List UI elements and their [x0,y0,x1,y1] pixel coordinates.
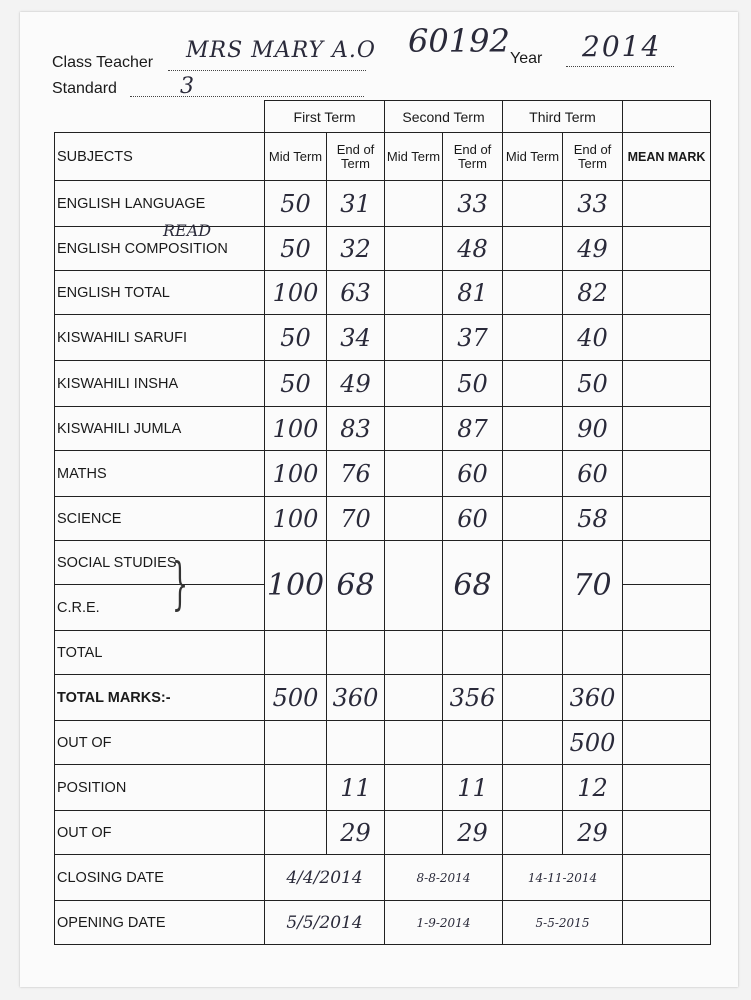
ft-end-mark: 83 [327,407,385,451]
tt-out-of: 29 [563,811,623,855]
st-end-mark: 50 [443,361,503,407]
first-term-header: First Term [265,101,385,133]
total-label: TOTAL [55,631,265,675]
table-row [55,811,711,855]
ft-mid-mark: 100 [265,407,327,451]
subject-name: MATHS [55,451,265,497]
st-end-mark: 60 [443,497,503,541]
table-row [55,721,711,765]
st-end-mark: 33 [443,181,503,227]
subject-name: KISWAHILI SARUFI [55,315,265,361]
table-row [55,271,711,315]
ft-position: 11 [327,765,385,811]
ft-end-mark: 49 [327,361,385,407]
tt-end-mark: 90 [563,407,623,451]
st-opening-date: 1-9-2014 [385,901,503,945]
table-row [55,181,711,227]
class-teacher-value: MRS MARY A.O [186,38,376,63]
ft-end-term-header: End of Term [327,133,385,181]
table-row [55,765,711,811]
ft-end-mark: 63 [327,271,385,315]
tt-end-mark: 60 [563,451,623,497]
tt-opening-date: 5-5-2015 [503,901,623,945]
mean-mark-header: MEAN MARK [623,133,711,181]
ft-end-mark: 68 [327,541,385,631]
ft-mid-mark: 100 [265,451,327,497]
st-end-mark: 37 [443,315,503,361]
tt-mid-term-header: Mid Term [503,133,563,181]
table-row [55,227,711,271]
ft-end-mark: 70 [327,497,385,541]
ft-opening-date: 5/5/2014 [265,901,385,945]
st-end-mark: 60 [443,451,503,497]
third-term-header: Third Term [503,101,623,133]
subject-name: KISWAHILI INSHA [55,361,265,407]
subjects-header: SUBJECTS [55,133,265,181]
st-end-mark: 68 [443,541,503,631]
tt-position: 12 [563,765,623,811]
st-end-total: 356 [443,675,503,721]
opening-date-label: OPENING DATE [55,901,265,945]
out-of-label: OUT OF [55,811,265,855]
handwritten-note: READ [163,221,212,240]
second-term-header: Second Term [385,101,503,133]
subject-name: C.R.E. [55,585,265,631]
subject-name: ENGLISH COMPOSITION [57,240,228,257]
brace-icon: } [172,552,189,617]
st-position: 11 [443,765,503,811]
standard-label: Standard [52,80,117,97]
ft-end-mark: 34 [327,315,385,361]
subject-name: KISWAHILI JUMLA [55,407,265,451]
st-closing-date: 8-8-2014 [385,855,503,901]
ft-mid-mark: 100 [265,541,327,631]
out-of-label: OUT OF [55,721,265,765]
table-row [55,631,711,675]
tt-end-mark: 50 [563,361,623,407]
tt-closing-date: 14-11-2014 [503,855,623,901]
table-row [55,315,711,361]
ft-mid-mark: 100 [265,271,327,315]
ft-mid-mark: 50 [265,315,327,361]
subject-name: ENGLISH LANGUAGE [55,181,265,227]
table-row [55,675,711,721]
st-end-term-header: End of Term [443,133,503,181]
standard-value: 3 [180,74,194,99]
tt-end-mark: 58 [563,497,623,541]
ft-mid-total: 500 [265,675,327,721]
subject-name: SOCIAL STUDIES [55,541,265,585]
ft-out-of: 29 [327,811,385,855]
tt-end-mark: 49 [563,227,623,271]
ft-end-mark: 31 [327,181,385,227]
ft-end-mark: 76 [327,451,385,497]
st-mid-term-header: Mid Term [385,133,443,181]
year-value: 2014 [582,30,662,63]
admission-number: 60192 [408,22,510,60]
ft-mid-mark: 50 [265,227,327,271]
table-row [55,541,711,585]
st-end-mark: 48 [443,227,503,271]
table-row [55,855,711,901]
ft-mid-mark: 50 [265,181,327,227]
ft-mid-mark: 50 [265,361,327,407]
tt-end-total: 360 [563,675,623,721]
st-end-mark: 81 [443,271,503,315]
tt-end-mark: 82 [563,271,623,315]
tt-out-of: 500 [563,721,623,765]
ft-mid-mark: 100 [265,497,327,541]
subject-name: SCIENCE [55,497,265,541]
st-end-mark: 87 [443,407,503,451]
st-out-of: 29 [443,811,503,855]
ft-end-mark: 32 [327,227,385,271]
tt-end-term-header: End of Term [563,133,623,181]
ft-end-total: 360 [327,675,385,721]
results-table [54,100,711,945]
ft-closing-date: 4/4/2014 [265,855,385,901]
total-marks-label: TOTAL MARKS:- [55,675,265,721]
subject-name: ENGLISH TOTAL [55,271,265,315]
table-row [55,407,711,451]
class-teacher-label: Class Teacher [52,54,154,71]
closing-date-label: CLOSING DATE [55,855,265,901]
table-row [55,497,711,541]
tt-end-mark: 70 [563,541,623,631]
position-label: POSITION [55,765,265,811]
ft-mid-term-header: Mid Term [265,133,327,181]
tt-end-mark: 40 [563,315,623,361]
table-row [55,451,711,497]
year-label: Year [510,50,543,67]
table-row [55,361,711,407]
tt-end-mark: 33 [563,181,623,227]
table-row [55,901,711,945]
